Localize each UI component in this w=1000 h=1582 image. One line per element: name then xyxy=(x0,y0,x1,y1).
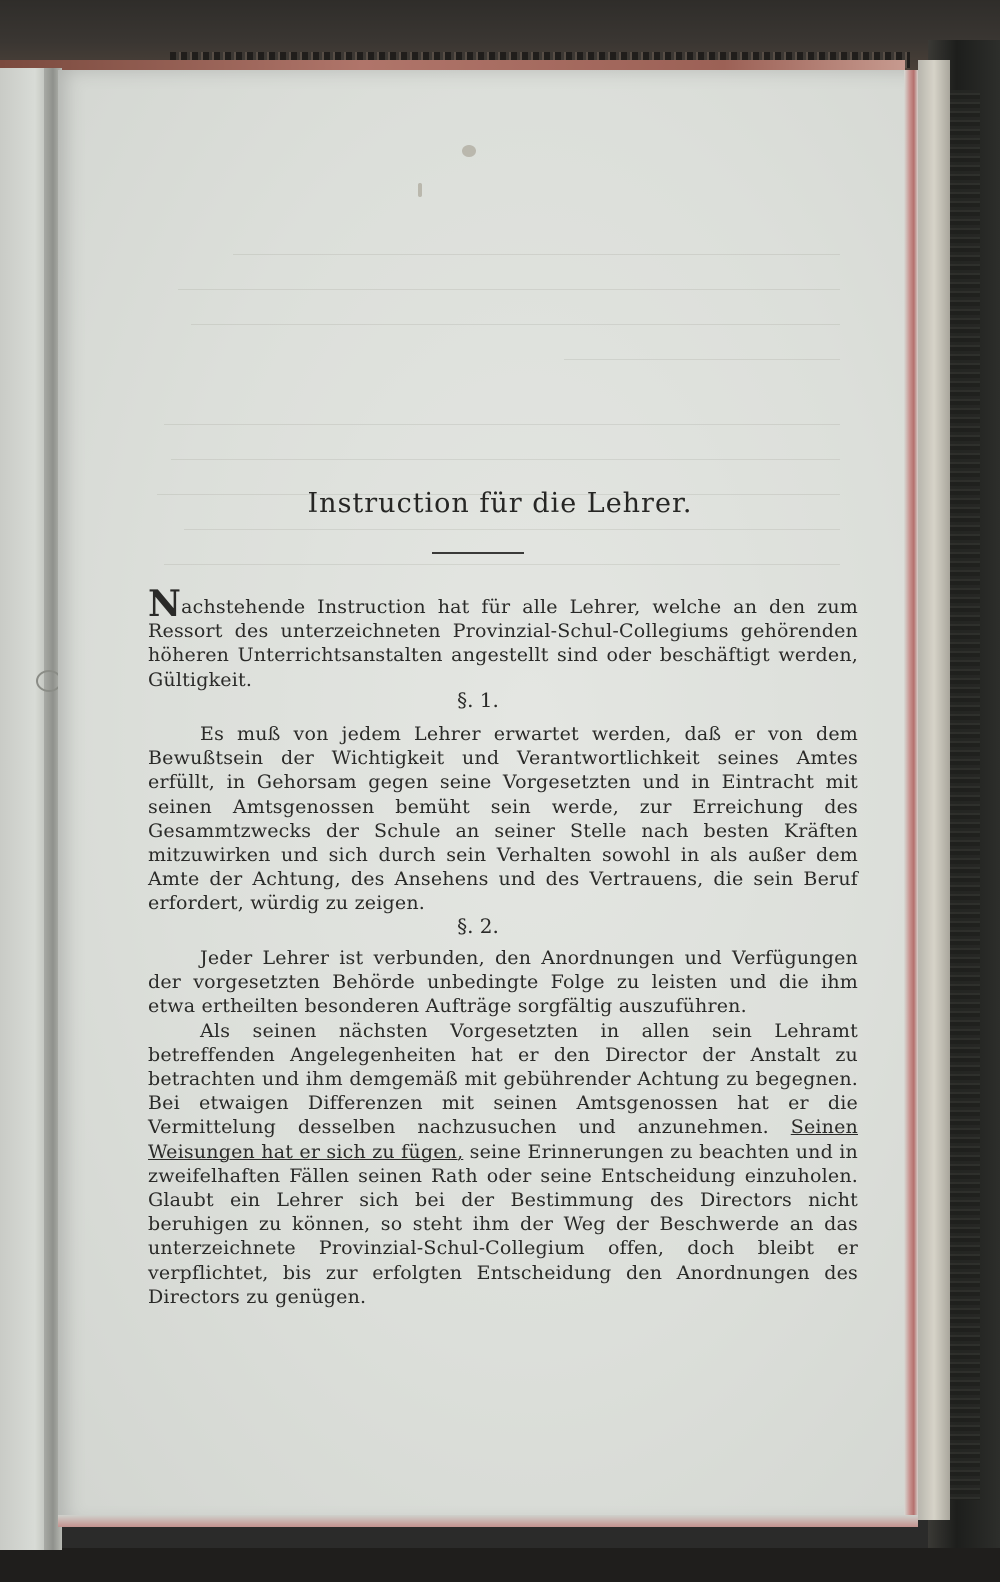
page-edge-right xyxy=(904,70,918,1525)
board-edge xyxy=(918,60,950,1520)
drop-cap: N xyxy=(148,583,182,625)
section-2-paragraph-2-text: Als seinen nächsten Vorgesetzten in allen sein Lehramt betreffenden Angelegenheiten hat er den Director der Anstalt zu betrachten und ihm demgemäß mit gebührender Achtung zu begegnen. Bei etwaigen Differenzen mit seinen Amtsgenossen hat er die Vermittelung desselben nachzusuchen und anzunehmen. xyxy=(148,1019,858,1139)
title-divider xyxy=(432,552,524,554)
page-edge-bottom xyxy=(58,1515,918,1527)
section-2-paragraph-1: Jeder Lehrer ist verbunden, den Anordnungen und Verfügungen der vorgesetzten Behörde unbedingte Folge zu leisten und die ihm etwa ertheilten besonderen Aufträge sorgfältig auszuführen. xyxy=(148,947,858,1018)
underlined-phrase: Seinen Weisungen hat er sich zu fügen, xyxy=(148,1116,858,1163)
left-page xyxy=(0,68,50,1550)
intro-text: achstehende Instruction hat für alle Lehrer, welche an den zum Ressort des unterzeichneten Provinzial-Schul-Collegiums gehörenden höheren Unterrichtsanstalten angestellt sind oder beschäftigt werden, Gültigkeit. xyxy=(148,596,858,691)
section-2-paragraph-2 xyxy=(148,1019,858,1309)
section-1 xyxy=(148,722,858,916)
document-title: Instruction für die Lehrer. xyxy=(307,488,693,519)
intro-paragraph xyxy=(148,583,858,692)
paper-stain xyxy=(462,145,476,157)
section-mark-1: §. 1. xyxy=(457,688,499,712)
table-surface xyxy=(0,1548,1000,1582)
page-edge-top xyxy=(0,60,905,70)
paper-stain xyxy=(418,183,422,197)
section-2 xyxy=(148,946,858,1309)
intro-block xyxy=(148,583,858,692)
section-1-paragraph: Es muß von jedem Lehrer erwartet werden, daß er von dem Bewußtsein der Wichtigkeit und Verantwortlichkeit seines Amtes erfüllt, in Gehorsam gegen seine Vorgesetzten und in Eintracht mit seinen Amtsgenossen bemüht sein werde, zur Erreichung des Gesammtzwecks der Schule an seiner Stelle nach besten Kräften mitzuwirken und sich durch sein Verhalten sowohl in als außer dem Amte der Achtung, des Ansehens und des Vertrauens, die sein Beruf erfordert, würdig zu zeigen. xyxy=(148,723,858,915)
section-mark-2: §. 2. xyxy=(457,914,499,938)
section-2-closing: seine Erinnerungen zu beachten und in zweifelhaften Fällen seinen Rath oder seine Entscheidung einzuholen. Glaubt ein Lehrer sich bei der Bestimmung des Directors nicht beruhigen zu können, so steht ihm der Weg der Beschwerde an das unterzeichnete Provinzial-Schul-Collegium offen, doch bleibt er verpflichtet, bis zur erfolgten Entscheidung den Anordnungen des Directors zu genügen. xyxy=(148,1140,858,1308)
